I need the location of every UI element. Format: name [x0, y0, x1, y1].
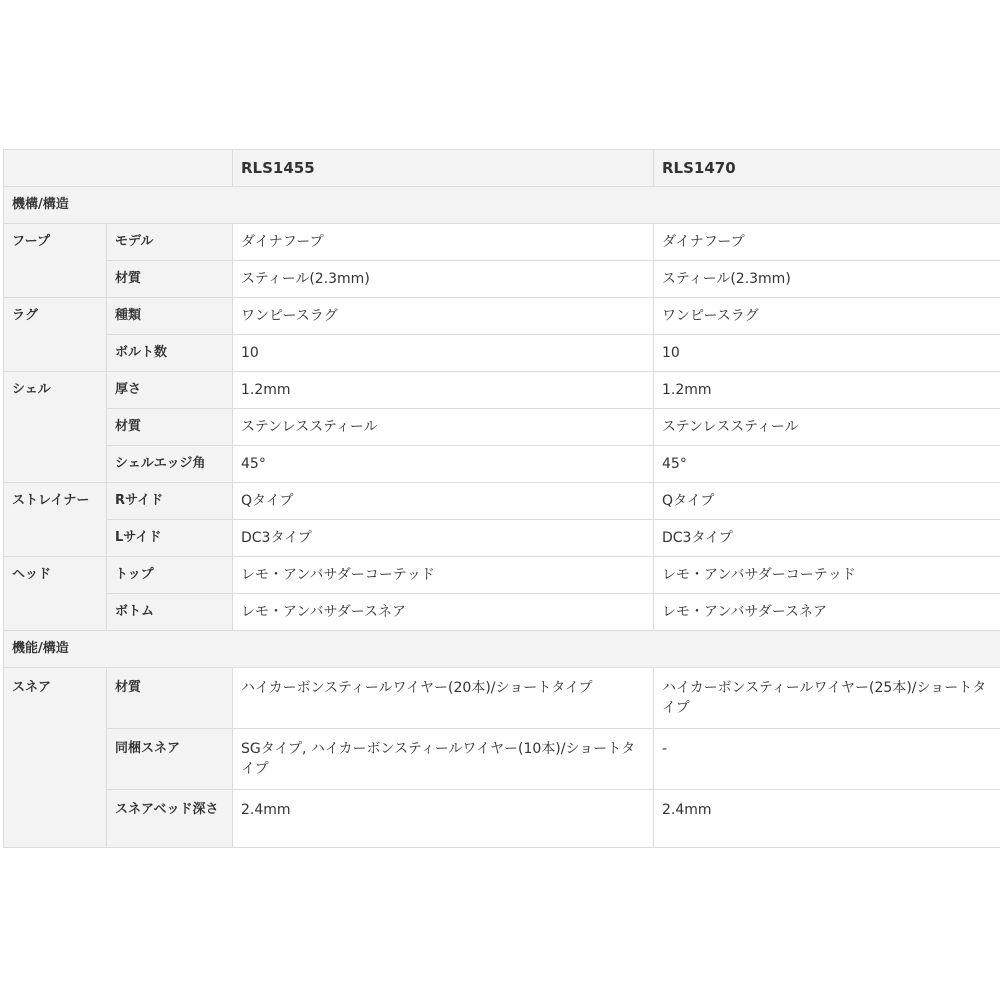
value-rls1470: 1.2mm — [654, 372, 1000, 409]
table-row — [4, 261, 1000, 298]
table-row — [4, 668, 1000, 729]
table-row — [4, 520, 1000, 557]
table-row — [4, 335, 1000, 372]
row-label: ボルト数 — [107, 335, 233, 372]
group-label-hoop: フープ — [4, 224, 107, 298]
row-label: 材質 — [107, 261, 233, 298]
group-label-shell: シェル — [4, 372, 107, 483]
value-rls1470: ダイナフープ — [654, 224, 1000, 261]
row-label: Rサイド — [107, 483, 233, 520]
value-rls1470: Qタイプ — [654, 483, 1000, 520]
table-row — [4, 790, 1000, 848]
table-row — [4, 224, 1000, 261]
value-rls1455: 2.4mm — [233, 790, 654, 848]
row-label: シェルエッジ角 — [107, 446, 233, 483]
value-rls1455: ステンレススティール — [233, 409, 654, 446]
value-rls1455: Qタイプ — [233, 483, 654, 520]
section-header-row — [4, 187, 1000, 224]
table-row — [4, 557, 1000, 594]
value-rls1455: DC3タイプ — [233, 520, 654, 557]
section-header-row — [4, 631, 1000, 668]
row-label: モデル — [107, 224, 233, 261]
row-label: トップ — [107, 557, 233, 594]
table-row — [4, 409, 1000, 446]
row-label: 種類 — [107, 298, 233, 335]
header-model-rls1455: RLS1455 — [233, 150, 654, 187]
spec-table — [3, 149, 1000, 848]
row-label: Lサイド — [107, 520, 233, 557]
value-rls1455: 10 — [233, 335, 654, 372]
section-title: 機構/構造 — [4, 187, 1000, 224]
table-row — [4, 594, 1000, 631]
section-title: 機能/構造 — [4, 631, 1000, 668]
value-rls1455: 45° — [233, 446, 654, 483]
value-rls1470: 45° — [654, 446, 1000, 483]
row-label: 材質 — [107, 409, 233, 446]
table-row — [4, 372, 1000, 409]
table-header-row — [4, 150, 1000, 187]
value-rls1470: スティール(2.3mm) — [654, 261, 1000, 298]
row-label: スネアベッド深さ — [107, 790, 233, 848]
table-row — [4, 729, 1000, 790]
value-rls1455: レモ・アンバサダーコーテッド — [233, 557, 654, 594]
value-rls1470: DC3タイプ — [654, 520, 1000, 557]
value-rls1455: ワンピースラグ — [233, 298, 654, 335]
header-model-rls1470: RLS1470 — [654, 150, 1000, 187]
value-rls1470: 2.4mm — [654, 790, 1000, 848]
value-rls1470: 10 — [654, 335, 1000, 372]
value-rls1455: SGタイプ, ハイカーボンスティールワイヤー(10本)/ショートタイプ — [233, 729, 654, 790]
row-label: 厚さ — [107, 372, 233, 409]
header-corner-cell — [4, 150, 233, 187]
value-rls1470: レモ・アンバサダースネア — [654, 594, 1000, 631]
value-rls1470: ワンピースラグ — [654, 298, 1000, 335]
value-rls1455: ハイカーボンスティールワイヤー(20本)/ショートタイプ — [233, 668, 654, 729]
value-rls1470: - — [654, 729, 1000, 790]
value-rls1470: ステンレススティール — [654, 409, 1000, 446]
table-row — [4, 298, 1000, 335]
row-label: 材質 — [107, 668, 233, 729]
value-rls1455: 1.2mm — [233, 372, 654, 409]
value-rls1455: ダイナフープ — [233, 224, 654, 261]
row-label: ボトム — [107, 594, 233, 631]
table-row — [4, 446, 1000, 483]
value-rls1455: レモ・アンバサダースネア — [233, 594, 654, 631]
value-rls1470: レモ・アンバサダーコーテッド — [654, 557, 1000, 594]
group-label-lug: ラグ — [4, 298, 107, 372]
group-label-head: ヘッド — [4, 557, 107, 631]
group-label-snare: スネア — [4, 668, 107, 848]
value-rls1455: スティール(2.3mm) — [233, 261, 654, 298]
row-label: 同梱スネア — [107, 729, 233, 790]
value-rls1470: ハイカーボンスティールワイヤー(25本)/ショートタイプ — [654, 668, 1000, 729]
table-row — [4, 483, 1000, 520]
group-label-strainer: ストレイナー — [4, 483, 107, 557]
